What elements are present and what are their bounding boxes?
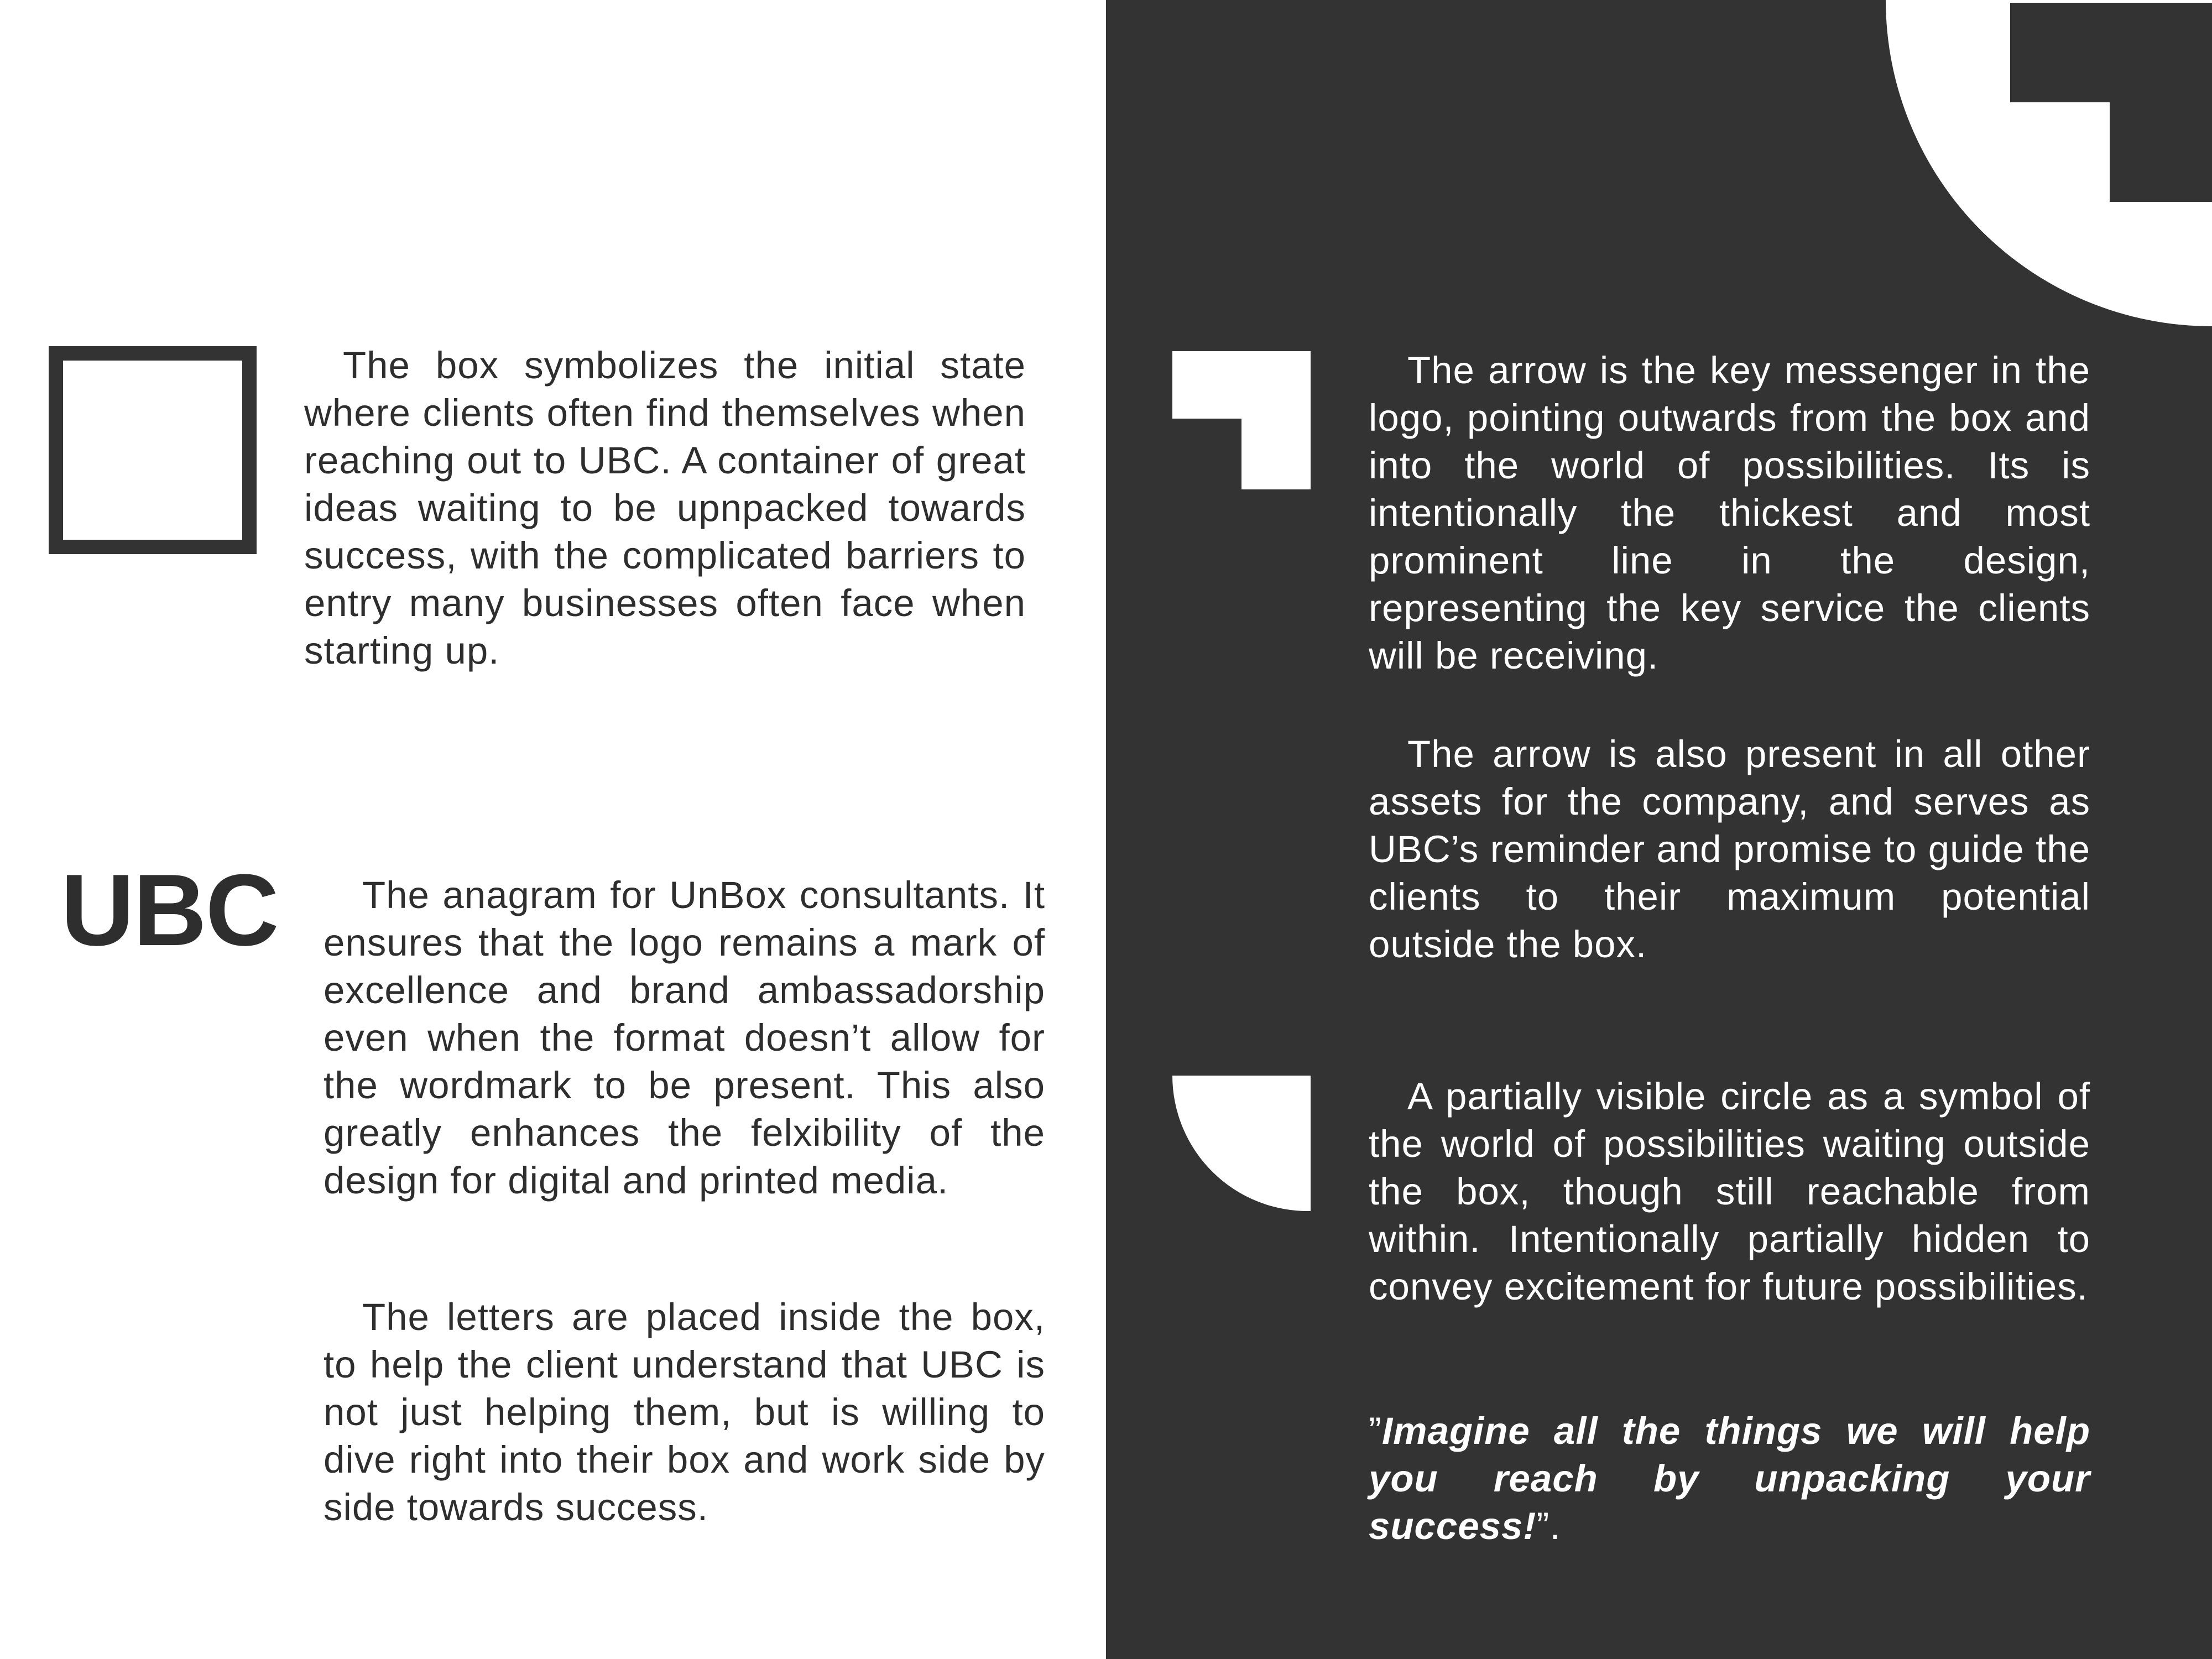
arrow-description: The arrow is the key messenger in the logo, pointing outwards from the box and into the world of possibilities. Its is intentionally the thickest and most prominent line in the design, representing the key service the clients will be receiving.: [1369, 349, 2090, 677]
arrow-corner-icon: [1886, 0, 2212, 326]
square-outline-icon: [49, 346, 257, 554]
tagline-quote: [1369, 1407, 2090, 1550]
arrow-description-2: The arrow is also present in all other assets for the company, and serves as UBC’s reminder and promise to guide the clients to their maximum potential outside the box.: [1369, 733, 2090, 966]
ubc-mark: UBC: [61, 853, 278, 967]
circle-description: A partially visible circle as a symbol of the world of possibilities waiting outside the box, though still reachable from within. Intentionally partially hidden to convey excitement for future possibilities.: [1369, 1075, 2090, 1308]
quote-open-mark: ”: [1369, 1410, 1382, 1452]
arrow-icon: [1172, 351, 1311, 489]
quote-close-mark: ”.: [1536, 1505, 1561, 1547]
anagram-description: The anagram for UnBox consultants. It ensures that the logo remains a mark of excellence and brand ambassadorship even when the format doesn’t allow for the wordmark to be present. This also greatly enhances the felxibility of the design for digital and printed media.: [324, 874, 1045, 1202]
quote-text: Imagine all the things we will help you reach by unpacking your success!: [1369, 1410, 2090, 1547]
letters-description: The letters are placed inside the box, to help the client understand that UBC is not just helping them, but is willing to dive right into their box and work side by side towards success.: [324, 1296, 1045, 1528]
quarter-circle-icon: [1172, 1076, 1311, 1211]
box-description: The box symbolizes the initial state where clients often find themselves when reaching out to UBC. A container of great ideas waiting to be upnpacked towards success, with the complicated barriers to entry many businesses often face when starting up.: [304, 344, 1026, 672]
